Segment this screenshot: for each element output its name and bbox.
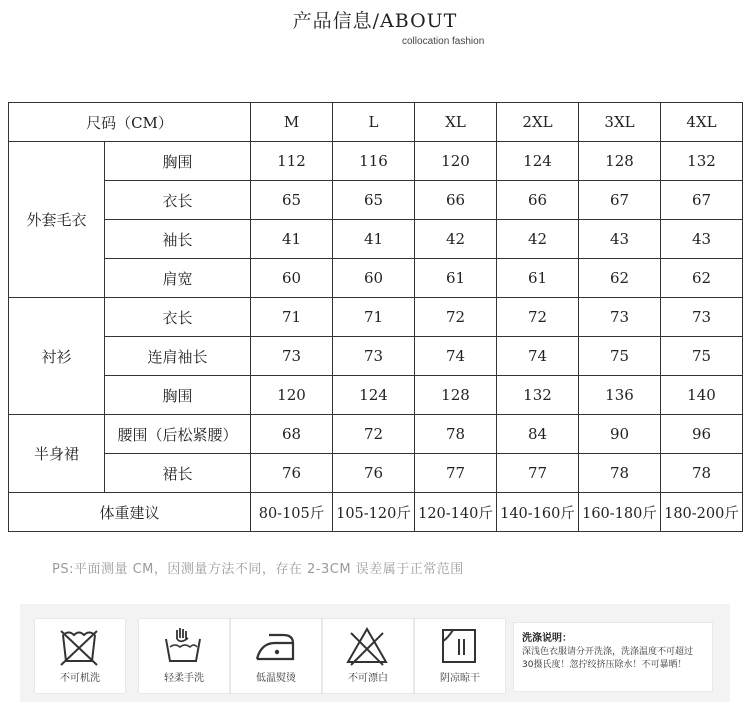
care-item [322,618,414,694]
value-cell: 124 [333,376,415,415]
value-cell: 132 [497,376,579,415]
care-panel [20,604,730,702]
table-row [9,220,743,259]
wash-instructions [513,622,713,692]
weight-cell: 180-200斤 [661,493,743,532]
weight-row [9,493,743,532]
size-header-row [9,103,743,142]
value-cell: 74 [497,337,579,376]
value-cell: 78 [661,454,743,493]
low-iron-icon [253,625,297,667]
value-cell: 42 [497,220,579,259]
value-cell: 67 [661,181,743,220]
table-row [9,337,743,376]
hand-wash-icon [161,625,205,667]
value-cell: 42 [415,220,497,259]
size-cell: 4XL [661,103,743,142]
value-cell: 75 [661,337,743,376]
value-cell: 66 [415,181,497,220]
size-cell: XL [415,103,497,142]
wash-instructions-title: 洗涤说明： [522,633,572,644]
group-label: 衬衫 [9,298,105,415]
value-cell: 136 [579,376,661,415]
size-cell: 3XL [579,103,661,142]
table-row [9,259,743,298]
value-cell: 62 [661,259,743,298]
value-cell: 73 [579,298,661,337]
care-item [414,618,506,694]
value-cell: 68 [251,415,333,454]
row-label: 腰围（后松紧腰） [105,415,251,454]
value-cell: 72 [415,298,497,337]
value-cell: 76 [251,454,333,493]
value-cell: 84 [497,415,579,454]
weight-cell: 105-120斤 [333,493,415,532]
value-cell: 72 [497,298,579,337]
value-cell: 71 [251,298,333,337]
table-row [9,454,743,493]
page-title: 产品信息/ABOUT [292,10,458,32]
care-item [230,618,322,694]
measurement-note: PS:平面测量 CM，因测量方法不同，存在 2-3CM 误差属于正常范围 [52,562,464,577]
table-row [9,181,743,220]
value-cell: 116 [333,142,415,181]
value-cell: 73 [251,337,333,376]
table-row [9,298,743,337]
care-item [138,618,230,694]
value-cell: 132 [661,142,743,181]
value-cell: 120 [415,142,497,181]
table-row [9,376,743,415]
weight-label: 体重建议 [9,493,251,532]
row-label: 裙长 [105,454,251,493]
value-cell: 73 [661,298,743,337]
no-bleach-icon [345,625,389,667]
size-cell: 2XL [497,103,579,142]
row-label: 连肩袖长 [105,337,251,376]
size-cell: L [333,103,415,142]
row-label: 衣长 [105,181,251,220]
size-cell: M [251,103,333,142]
value-cell: 61 [497,259,579,298]
row-label: 胸围 [105,142,251,181]
care-item [34,618,126,694]
value-cell: 120 [251,376,333,415]
no-machine-wash-icon [57,625,101,667]
value-cell: 112 [251,142,333,181]
value-cell: 60 [251,259,333,298]
value-cell: 78 [579,454,661,493]
value-cell: 77 [415,454,497,493]
value-cell: 96 [661,415,743,454]
value-cell: 41 [333,220,415,259]
value-cell: 60 [333,259,415,298]
row-label: 胸围 [105,376,251,415]
size-corner-cell: 尺码（CM） [9,103,251,142]
value-cell: 43 [661,220,743,259]
row-label: 衣长 [105,298,251,337]
value-cell: 65 [251,181,333,220]
value-cell: 61 [415,259,497,298]
value-cell: 74 [415,337,497,376]
weight-cell: 140-160斤 [497,493,579,532]
page-subtitle: collocation fashion [402,36,485,47]
value-cell: 128 [415,376,497,415]
care-label: 轻柔手洗 [164,673,204,684]
weight-cell: 80-105斤 [251,493,333,532]
table-row [9,415,743,454]
weight-cell: 160-180斤 [579,493,661,532]
value-cell: 41 [251,220,333,259]
value-cell: 128 [579,142,661,181]
value-cell: 140 [661,376,743,415]
shade-dry-icon [437,625,481,667]
group-label: 外套毛衣 [9,142,105,298]
value-cell: 62 [579,259,661,298]
care-label: 不可机洗 [60,673,100,684]
value-cell: 76 [333,454,415,493]
group-label: 半身裙 [9,415,105,493]
value-cell: 73 [333,337,415,376]
value-cell: 124 [497,142,579,181]
value-cell: 78 [415,415,497,454]
row-label: 肩宽 [105,259,251,298]
value-cell: 43 [579,220,661,259]
value-cell: 67 [579,181,661,220]
value-cell: 90 [579,415,661,454]
weight-cell: 120-140斤 [415,493,497,532]
value-cell: 71 [333,298,415,337]
care-label: 不可漂白 [348,673,388,684]
value-cell: 72 [333,415,415,454]
value-cell: 75 [579,337,661,376]
wash-instructions-body: 深浅色衣服请分开洗涤，洗涤温度不可超过30摄氏度！忽拧绞挤压除水！不可暴晒！ [522,647,694,670]
table-row [9,142,743,181]
value-cell: 77 [497,454,579,493]
care-label: 低温熨烫 [256,673,296,684]
row-label: 袖长 [105,220,251,259]
value-cell: 66 [497,181,579,220]
care-label: 阴凉晾干 [440,673,480,684]
size-table [8,102,743,532]
value-cell: 65 [333,181,415,220]
